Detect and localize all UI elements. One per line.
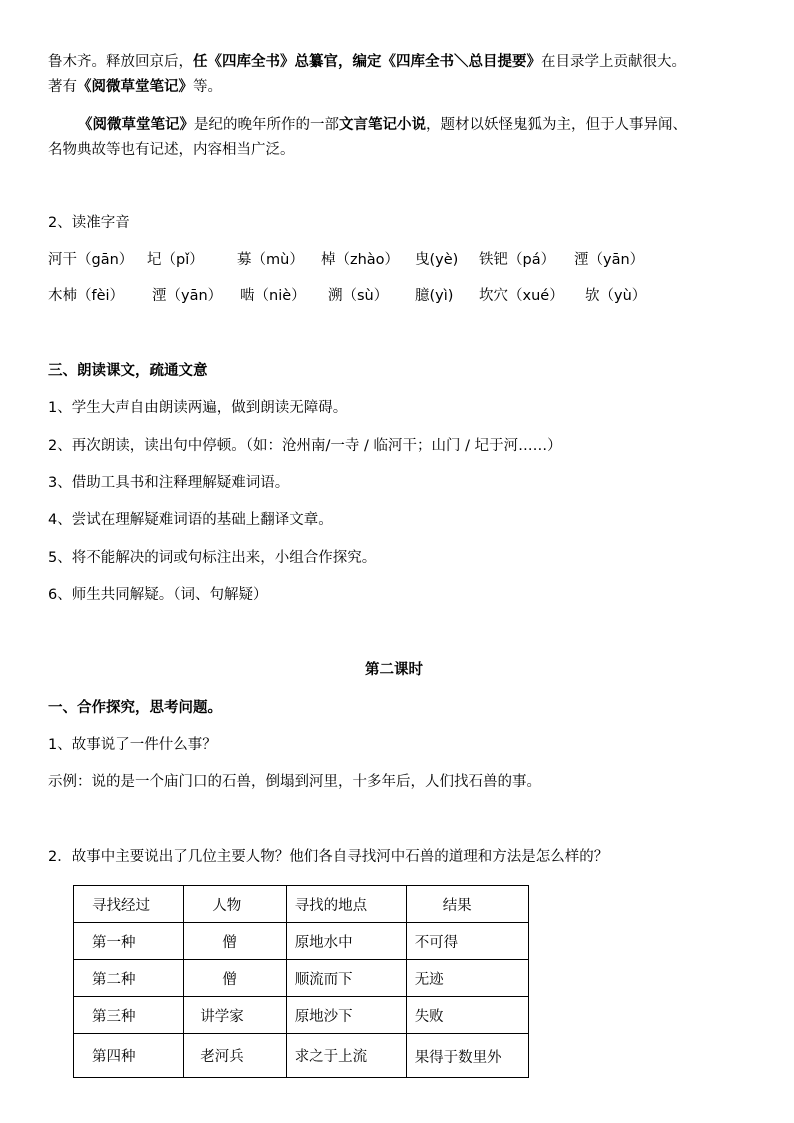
table-cell: 求之于上流 bbox=[286, 1034, 406, 1078]
intro-text: 著有 bbox=[48, 79, 77, 95]
pinyin-item: 圮（pǐ） bbox=[147, 252, 204, 268]
section-3-item: 4、尝试在理解疑难词语的基础上翻译文章。 bbox=[48, 512, 333, 528]
pinyin-item: 湮（yān） bbox=[574, 252, 645, 268]
table-cell: 老河兵 bbox=[184, 1034, 286, 1078]
pinyin-item: 河干（gān） bbox=[48, 252, 134, 268]
pronunciation-heading: 2、读准字音 bbox=[48, 215, 130, 231]
table-cell: 第二种 bbox=[74, 960, 184, 997]
question-2: 2．故事中主要说出了几位主要人物？他们各自寻找河中石兽的道理和方法是怎么样的？ bbox=[48, 849, 609, 865]
intro-text: 在目录学上贡献很大。 bbox=[541, 54, 686, 70]
section-3-item: 1、学生大声自由朗读两遍，做到朗读无障碍。 bbox=[48, 400, 348, 416]
pinyin-item: 木杮（fèi） bbox=[48, 288, 125, 304]
pinyin-item: 啮（niè） bbox=[240, 288, 306, 304]
intro-text: 名物典故等也有记述，内容相当广泛。 bbox=[48, 142, 295, 158]
table-cell: 第三种 bbox=[74, 997, 184, 1034]
intro-line-1 bbox=[48, 52, 686, 72]
table-row bbox=[74, 960, 529, 997]
pinyin-item: 欤（yù） bbox=[585, 288, 647, 304]
search-methods-table bbox=[73, 885, 529, 1078]
book-title: 《阅微草堂笔记》 bbox=[78, 117, 194, 133]
book-title: 《阅微草堂笔记》 bbox=[77, 79, 193, 95]
table-cell: 原地水中 bbox=[286, 923, 406, 960]
pinyin-item: 募（mù） bbox=[237, 252, 304, 268]
table-cell-text: 果得于数里外 bbox=[414, 1049, 502, 1066]
table-cell: 不可得 bbox=[406, 923, 528, 960]
table-cell: 原地沙下 bbox=[286, 997, 406, 1034]
intro-text: 是纪的晚年所作的一部 bbox=[194, 117, 339, 133]
pinyin-item: 湮（yān） bbox=[152, 288, 223, 304]
table-cell: 失败 bbox=[406, 997, 528, 1034]
pinyin-item: 溯（sù） bbox=[328, 288, 389, 304]
intro-paragraph-2-line-2 bbox=[48, 140, 295, 160]
intro-text: ，题材以妖怪鬼狐为主，但于人事异闻、 bbox=[426, 117, 687, 133]
table-header-cell: 人物 bbox=[184, 886, 286, 923]
table-cell: 顺流而下 bbox=[286, 960, 406, 997]
table-header-cell: 寻找的地点 bbox=[286, 886, 406, 923]
table-cell: 僧 bbox=[184, 923, 286, 960]
table-header-cell: 寻找经过 bbox=[74, 886, 184, 923]
pinyin-item: 铁钯（pá） bbox=[479, 252, 556, 268]
table-row bbox=[74, 1034, 529, 1078]
intro-text: 等。 bbox=[193, 79, 222, 95]
intro-text: 鲁木齐。释放回京后， bbox=[48, 54, 193, 70]
table-cell bbox=[406, 1034, 528, 1078]
answer-1: 示例：说的是一个庙门口的石兽，倒塌到河里，十多年后，人们找石兽的事。 bbox=[48, 774, 541, 790]
section-3-item: 5、将不能解决的词或句标注出来，小组合作探究。 bbox=[48, 550, 377, 566]
intro-line-2 bbox=[48, 77, 222, 97]
pinyin-item: 棹（zhào） bbox=[321, 252, 400, 268]
pinyin-item: 曳(yè) bbox=[415, 252, 459, 268]
table-cell: 无迹 bbox=[406, 960, 528, 997]
table-row bbox=[74, 997, 529, 1034]
intro-paragraph-2-line-1 bbox=[78, 115, 687, 135]
pinyin-item: 臆(yì) bbox=[415, 288, 454, 304]
intro-bold-text: 任《四库全书》总纂官，编定《四库全书＼总目提要》 bbox=[193, 54, 541, 70]
section-3-item: 6、师生共同解疑。（词、句解疑） bbox=[48, 587, 268, 603]
table-header-row bbox=[74, 886, 529, 923]
table-cell: 第一种 bbox=[74, 923, 184, 960]
section-3-item: 2、再次朗读，读出句中停顿。（如：沧州南/一寺 / 临河干；山门 / 圮于河……） bbox=[48, 438, 562, 454]
pinyin-item: 坎穴（xué） bbox=[479, 288, 564, 304]
section-3-item: 3、借助工具书和注释理解疑难词语。 bbox=[48, 475, 290, 491]
table-cell: 讲学家 bbox=[184, 997, 286, 1034]
table-header-cell: 结果 bbox=[406, 886, 528, 923]
table-cell: 第四种 bbox=[74, 1034, 184, 1078]
table-row bbox=[74, 923, 529, 960]
lesson-2-heading: 一、合作探究，思考问题。 bbox=[48, 700, 222, 716]
genre-term: 文言笔记小说 bbox=[339, 117, 426, 133]
section-3-heading: 三、朗读课文，疏通文意 bbox=[48, 363, 208, 379]
lesson-2-title: 第二课时 bbox=[365, 662, 423, 678]
question-1: 1、故事说了一件什么事？ bbox=[48, 737, 217, 753]
table-cell: 僧 bbox=[184, 960, 286, 997]
